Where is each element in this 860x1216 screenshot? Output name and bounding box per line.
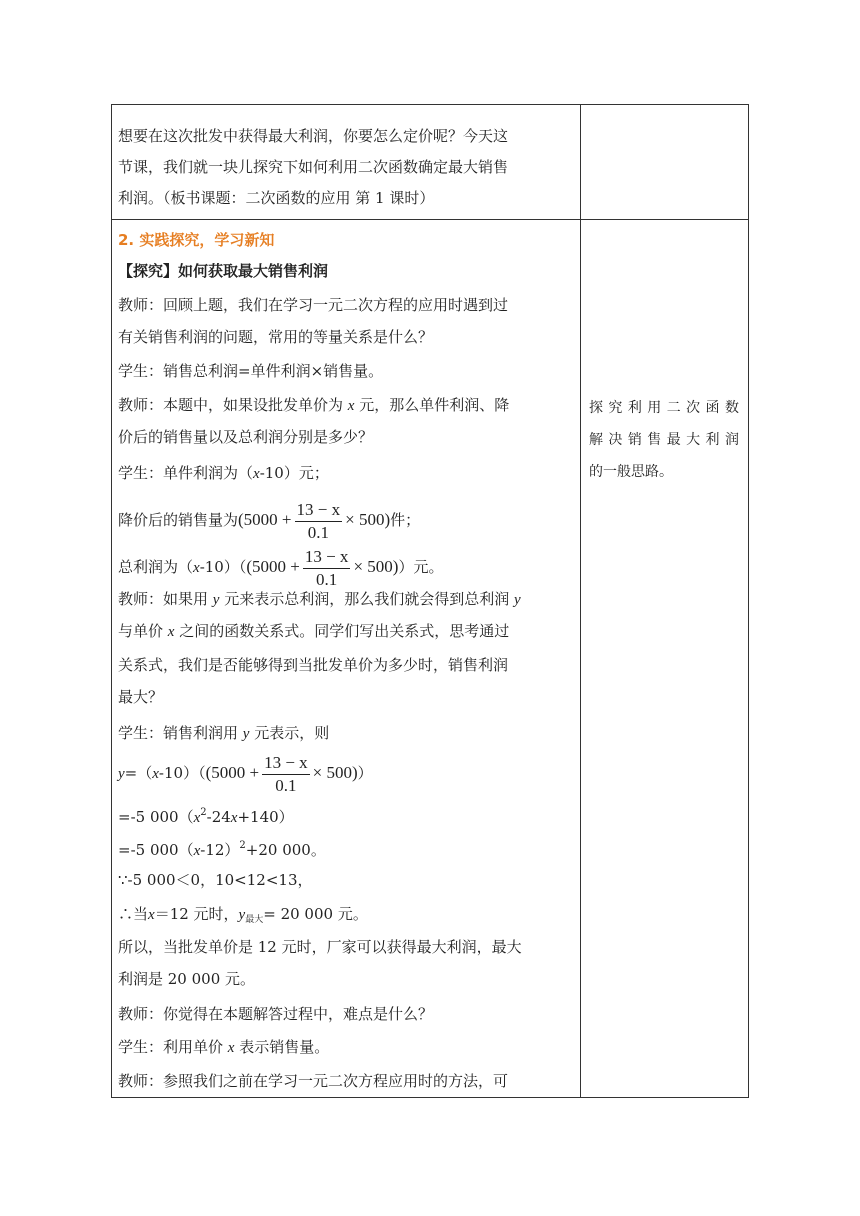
var-y: y — [514, 592, 521, 608]
exponent: 2 — [239, 840, 246, 851]
equation-3 — [118, 836, 326, 861]
teacher-line-3d: 最大？ — [118, 688, 164, 706]
var-x: x — [167, 624, 175, 640]
side-note-char: 售 — [647, 432, 662, 448]
student-line-2c — [118, 544, 443, 591]
side-note-char: 数 — [724, 400, 739, 416]
text: ＝12 元时， — [154, 905, 239, 923]
text: 学生：单件利润为（ — [118, 464, 254, 482]
text: =（ — [124, 764, 153, 782]
formula-right: × 500) — [312, 763, 358, 782]
formula-left: (5000 + — [205, 763, 260, 782]
var-x: x — [193, 560, 200, 576]
var-y: y — [238, 907, 246, 923]
text: =-5 000（ — [118, 808, 194, 826]
text: 教师：如果用 — [118, 590, 209, 608]
fraction-denominator: 0.1 — [316, 569, 338, 589]
exponent: 2 — [200, 807, 207, 818]
since-line: ∵-5 000＜0，10<12<13， — [118, 871, 313, 889]
text: -24 — [206, 808, 231, 826]
var-x: x — [152, 766, 159, 782]
fraction — [295, 499, 343, 544]
teacher-line-1b: 有关销售利润的问题，常用的等量关系是什么？ — [118, 328, 434, 346]
teacher-line-1a: 教师：回顾上题，我们在学习一元二次方程的应用时遇到过 — [118, 296, 509, 314]
text: +140） — [237, 808, 294, 826]
text: ∴当 — [118, 905, 149, 923]
text: 教师：本题中，如果设批发单价为 — [118, 396, 344, 414]
side-note-char: 用 — [647, 400, 662, 416]
conclusion-line-2: 利润是 20 000 元。 — [118, 970, 256, 988]
text: 件； — [390, 511, 421, 529]
fraction — [303, 546, 351, 591]
var-y: y — [118, 766, 125, 782]
text: 元来表示总利润，那么我们就会得到总利润 — [224, 590, 510, 608]
column-divider — [580, 105, 581, 1097]
side-note-line-3: 的一般思路。 — [589, 464, 673, 480]
side-note-char: 销 — [627, 432, 642, 448]
side-note-char: 探 — [589, 400, 603, 416]
fraction-numerator: 13 − x — [262, 752, 310, 775]
text: ）元。 — [398, 558, 444, 576]
teacher-line-3c: 关系式，我们是否能够得到当批发单价为多少时，销售利润 — [118, 656, 509, 674]
text: ） — [357, 764, 373, 782]
fraction-denominator: 0.1 — [307, 522, 329, 542]
text: 学生：利用单价 — [118, 1038, 224, 1056]
fraction-numerator: 13 − x — [303, 546, 351, 569]
var-x: x — [230, 810, 238, 826]
side-note-char: 究 — [608, 400, 623, 416]
row-divider — [112, 219, 748, 220]
var-y: y — [242, 726, 250, 742]
text: 元，那么单件利润、降 — [359, 396, 510, 414]
explore-title: 【探究】如何获取最大销售利润 — [118, 262, 329, 280]
formula-right: × 500) — [353, 557, 399, 576]
side-note-char: 润 — [724, 432, 739, 448]
text: 总利润为（ — [118, 558, 194, 576]
var-x: x — [193, 810, 201, 826]
var-x: x — [193, 843, 201, 859]
conclusion-line-1: 所以，当批发单价是 12 元时，厂家可以获得最大利润，最大 — [118, 938, 522, 956]
side-note-char: 大 — [686, 432, 701, 448]
student-line-3a — [118, 723, 329, 744]
lesson-table — [111, 104, 749, 1098]
intro-line-3: 利润。（板书课题：二次函数的应用 第 1 课时） — [118, 189, 435, 207]
intro-line-2: 节课，我们就一块儿探究下如何利用二次函数确定最大销售 — [118, 158, 509, 176]
side-note-char: 决 — [608, 432, 623, 448]
formula-left: (5000 + — [238, 510, 292, 529]
student-line-2a — [118, 463, 329, 484]
fraction-denominator: 0.1 — [275, 775, 297, 795]
teacher-line-3a — [118, 589, 521, 610]
text: +20 000。 — [245, 841, 326, 859]
var-x: x — [253, 466, 260, 482]
formula-left: (5000 + — [246, 557, 300, 576]
side-note-line-1 — [589, 398, 739, 418]
teacher-line-3b — [118, 621, 509, 642]
section-title: 2. 实践探究，学习新知 — [118, 231, 275, 249]
text: -12） — [200, 841, 240, 859]
student-line-1: 学生：销售总利润=单件利润×销售量。 — [118, 362, 384, 380]
text: 与单价 — [118, 622, 164, 640]
side-note-line-2 — [589, 430, 739, 450]
text: 之间的函数关系式。同学们写出关系式，思考通过 — [179, 622, 510, 640]
side-note-char: 利 — [705, 432, 720, 448]
side-note-char: 解 — [589, 432, 603, 448]
text: 学生：销售利润用 — [118, 724, 239, 742]
var-x: x — [347, 398, 355, 414]
equation-2 — [118, 803, 294, 828]
formula-right: × 500) — [345, 510, 391, 529]
fraction — [262, 752, 310, 797]
var-y: y — [212, 592, 220, 608]
text: 元表示，则 — [254, 724, 330, 742]
fraction-numerator: 13 − x — [295, 499, 343, 522]
student-line-2b — [118, 497, 420, 544]
text: -10）（ — [158, 764, 206, 782]
teacher-line-5: 教师：参照我们之前在学习一元二次方程应用时的方法，可 — [118, 1072, 509, 1090]
subscript: 最大 — [245, 915, 264, 925]
student-line-4 — [118, 1037, 329, 1058]
side-note-char: 次 — [686, 400, 701, 416]
thus-line — [118, 904, 368, 930]
text: 降价后的销售量为 — [118, 511, 239, 529]
intro-line-1: 想要在这次批发中获得最大利润，你要怎么定价呢？今天这 — [118, 127, 509, 145]
side-note-char: 最 — [666, 432, 681, 448]
side-note-char: 二 — [666, 400, 681, 416]
teacher-line-2a — [118, 395, 509, 416]
teacher-line-2b: 价后的销售量以及总利润分别是多少？ — [118, 428, 374, 446]
side-note-char: 函 — [705, 400, 720, 416]
text: -10）（ — [199, 558, 247, 576]
side-note-char: 利 — [627, 400, 642, 416]
text: 表示销售量。 — [239, 1038, 330, 1056]
equation-1 — [118, 750, 373, 797]
text: = 20 000 元。 — [263, 905, 368, 923]
var-x: x — [227, 1040, 235, 1056]
teacher-line-4: 教师：你觉得在本题解答过程中，难点是什么？ — [118, 1005, 434, 1023]
var-x: x — [148, 907, 155, 923]
text: -10）元； — [259, 464, 329, 482]
text: =-5 000（ — [118, 841, 194, 859]
